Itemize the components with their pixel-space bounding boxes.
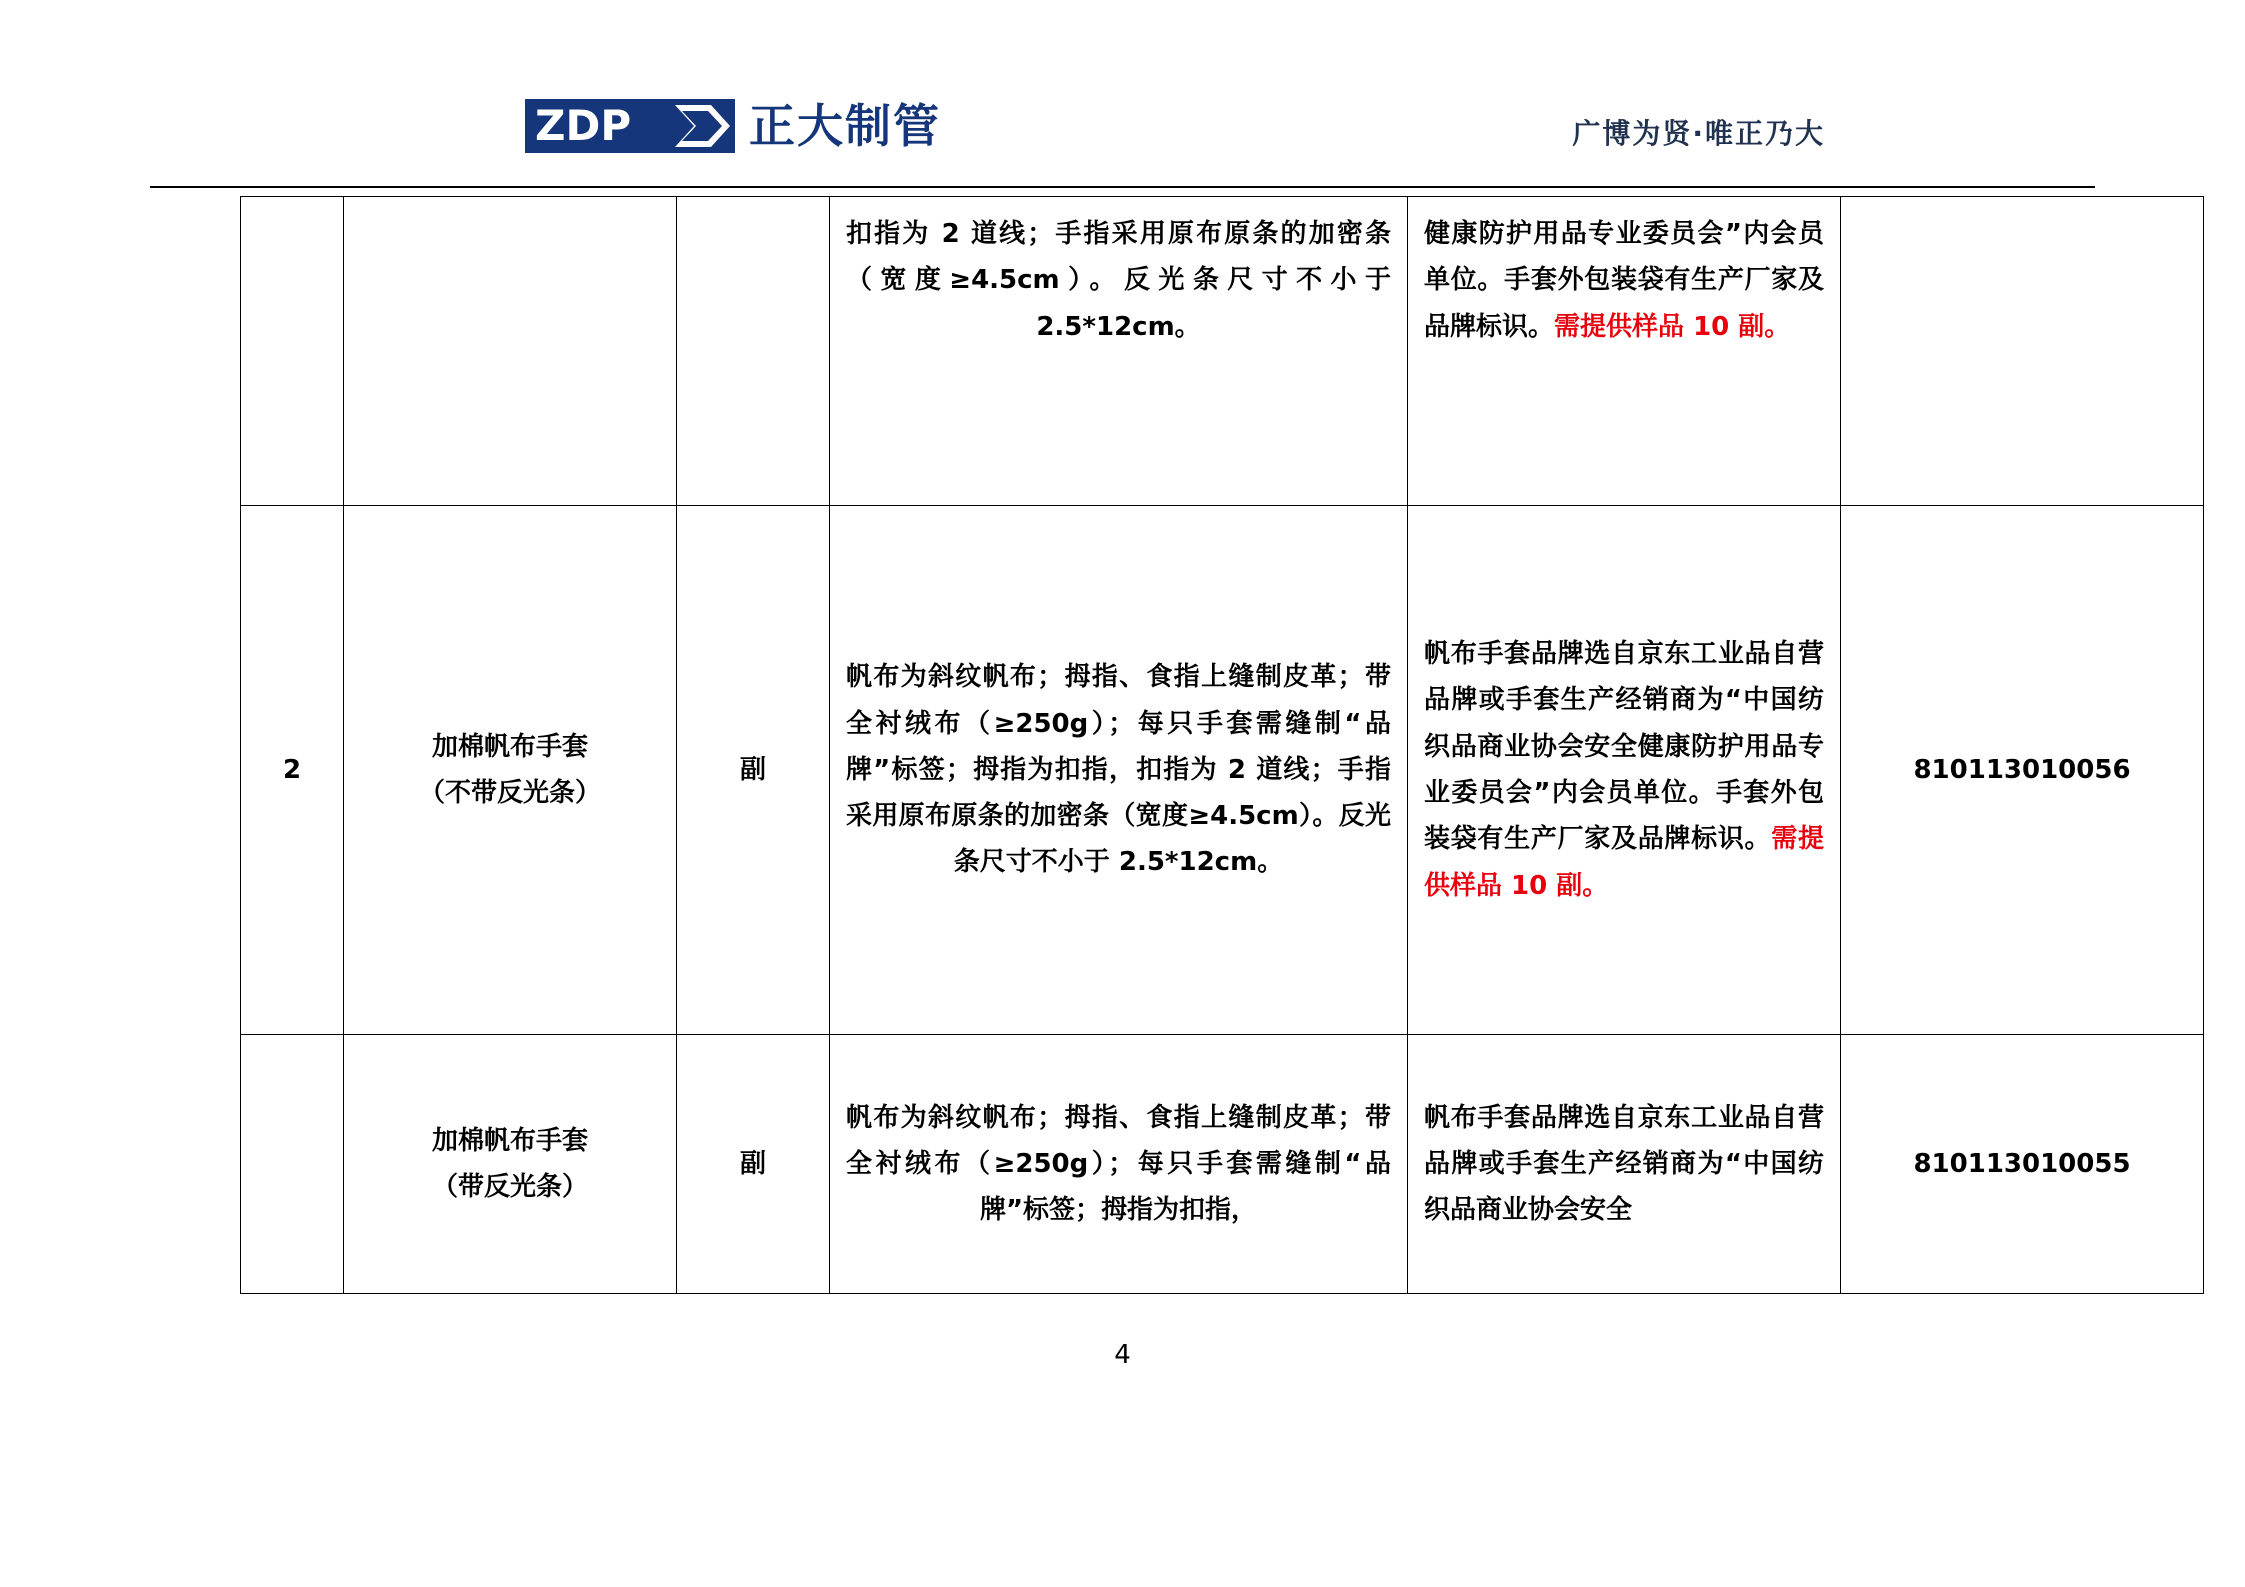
- row-brand-requirement: [1408, 197, 1841, 506]
- item-name-line1: 加棉帆布手套: [431, 731, 588, 762]
- row-specification: [830, 1035, 1408, 1294]
- brand-sample-note: 需提供样品 10 副。: [1424, 824, 1824, 901]
- row-item-name: [344, 197, 677, 506]
- specification-table: [240, 196, 2204, 1294]
- page-header: [150, 100, 2095, 186]
- row-index: [241, 1035, 344, 1294]
- row-brand-requirement: [1408, 1035, 1841, 1294]
- row-material-code: [1841, 197, 2204, 506]
- row-material-code: 810113010056: [1841, 506, 2204, 1035]
- brand-text: 帆布手套品牌选自京东工业品自营品牌或手套生产经销商为“中国纺织品商业协会安全健康防护用品专业委员会”内会员单位。手套外包装袋有生产厂家及品牌标识。: [1424, 639, 1824, 855]
- spec-text: 帆布为斜纹帆布；拇指、食指上缝制皮革；带全衬绒布（≥250g）；每只手套需缝制“品牌”标签；拇指为扣指，: [846, 1102, 1391, 1226]
- item-name-line2: （带反光条）: [431, 1172, 588, 1202]
- item-name-line1: 加棉帆布手套: [431, 1125, 588, 1156]
- table-row: [241, 197, 2204, 506]
- brand-text: 帆布手套品牌选自京东工业品自营品牌或手套生产经销商为“中国纺织品商业协会安全: [1424, 1102, 1824, 1226]
- row-material-code: 810113010055: [1841, 1035, 2204, 1294]
- page-number: 4: [1114, 1340, 1131, 1370]
- svg-text:ZDP: ZDP: [535, 101, 632, 150]
- row-unit: 副: [677, 1035, 830, 1294]
- brand-text: 健康防护用品专业委员会”内会员单位。手套外包装袋有生产厂家及品牌标识。: [1424, 219, 1824, 342]
- row-specification: [830, 506, 1408, 1035]
- zdp-logo-icon: [525, 100, 735, 152]
- spec-text: 扣指为 2 道线；手指采用原布原条的加密条（宽度≥4.5cm）。反光条尺寸不小于 2.5*12cm。: [846, 219, 1391, 342]
- company-logo: [525, 100, 941, 152]
- row-specification: [830, 197, 1408, 506]
- item-name-line2: （不带反光条）: [418, 778, 601, 808]
- table-row: [241, 506, 2204, 1035]
- brand-sample-note: 需提供样品 10 副。: [1554, 311, 1791, 342]
- row-item-name: [344, 1035, 677, 1294]
- row-unit: 副: [677, 506, 830, 1035]
- row-item-name: [344, 506, 677, 1035]
- company-slogan: 广博为贤·唯正乃大: [1572, 117, 1825, 150]
- spec-text: 帆布为斜纹帆布；拇指、食指上缝制皮革；带全衬绒布（≥250g）；每只手套需缝制“品牌”标签；拇指为扣指，扣指为 2 道线；手指采用原布原条的加密条（宽度≥4.5cm）。反光条尺寸不小于 2.5*12cm。: [846, 662, 1391, 878]
- row-unit: [677, 197, 830, 506]
- table-row: [241, 1035, 2204, 1294]
- row-index: [241, 197, 344, 506]
- row-index: 2: [241, 506, 344, 1035]
- company-name-cn: 正大制管: [749, 99, 941, 153]
- row-brand-requirement: [1408, 506, 1841, 1035]
- header-divider: [150, 186, 2095, 188]
